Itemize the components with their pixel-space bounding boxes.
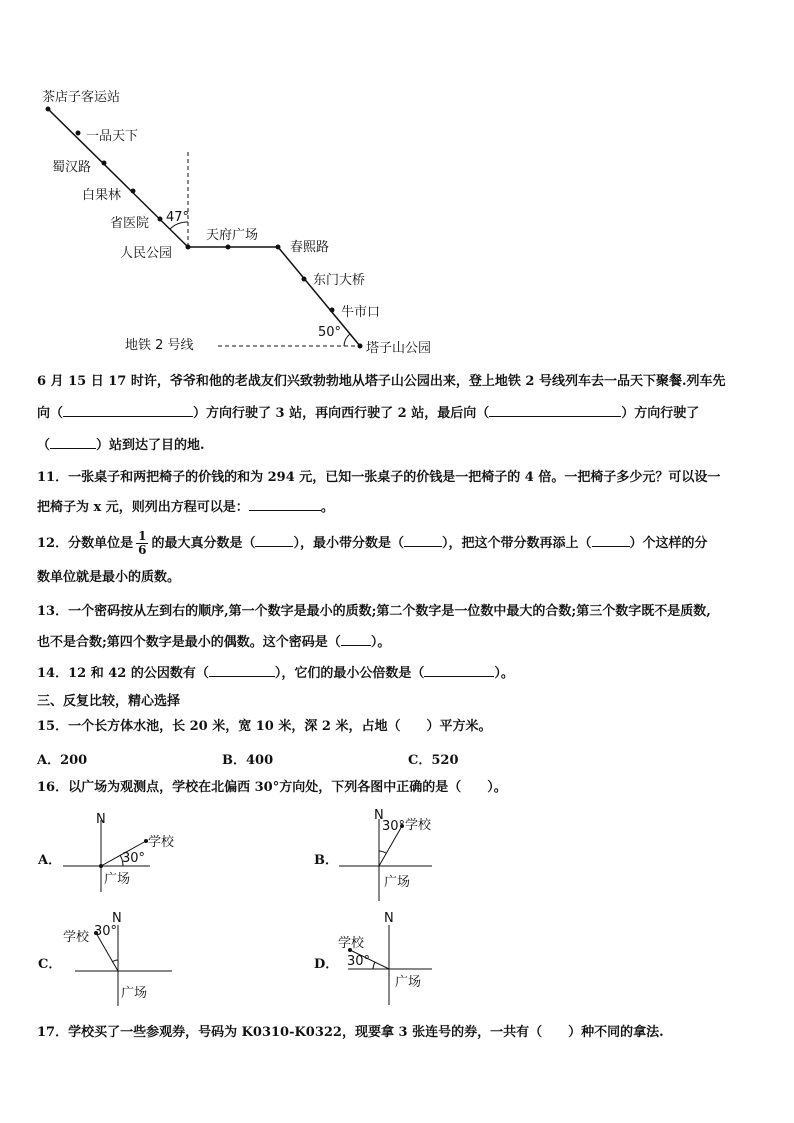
station-dot	[302, 277, 307, 282]
q16-option-c-label[interactable]: C．	[38, 957, 62, 972]
q16-option-b-label[interactable]: B．	[314, 853, 338, 868]
option-a[interactable]: A．200	[37, 753, 88, 768]
option-b[interactable]: B．400	[222, 753, 274, 768]
angle-label: 47°	[166, 210, 190, 225]
station-label: 塔子山公园	[366, 341, 432, 356]
q15-text: 15．一个长方体水池，长 20 米，宽 10 米，深 2 米，占地（ ）平方米。	[37, 719, 492, 734]
plaza-label: 广场	[121, 986, 148, 1001]
answer-blank[interactable]	[50, 434, 96, 449]
school-label: 学校	[148, 835, 175, 850]
option-c[interactable]: C．520	[408, 753, 459, 768]
answer-blank[interactable]	[424, 662, 494, 677]
q11-line2: 把椅子为 x 元，则列出方程可以是： 。	[37, 492, 759, 524]
angle-label: 50°	[318, 325, 342, 340]
station-dot	[158, 217, 163, 222]
q12-line2: 数单位就是最小的质数。	[37, 570, 181, 585]
station-dot	[186, 245, 191, 250]
line-name: 地铁 2 号线	[125, 338, 194, 353]
angle-label: 30°	[382, 819, 406, 834]
plaza-label: 广场	[384, 875, 411, 890]
station-label: 省医院	[110, 216, 150, 231]
answer-blank[interactable]	[63, 402, 193, 417]
answer-blank[interactable]	[592, 532, 630, 547]
station-label: 蜀汉路	[52, 160, 92, 175]
answer-blank[interactable]	[249, 496, 321, 511]
school-label: 学校	[63, 930, 90, 945]
fraction: $\frac{1}{6}$	[138, 529, 147, 557]
q13-line2: 也不是合数;第四个数字是最小的偶数。这个密码是（ ）。	[37, 627, 759, 659]
q16-option-a-label[interactable]: A．	[38, 853, 62, 868]
station-dot	[131, 189, 136, 194]
metro-map	[0, 0, 794, 360]
angle-arc-50	[344, 334, 350, 346]
angle-label: 30°	[94, 924, 118, 939]
station-dot	[102, 161, 107, 166]
station-label: 一品天下	[86, 129, 139, 144]
q10-line3: （ ）站到达了目的地.	[37, 430, 759, 462]
q10-line1: 6 月 15 日 17 时许，爷爷和他的老战友们兴致勃勃地从塔子山公园出来，登上地铁 2 号线列车去一品天下聚餐.列车先	[37, 374, 726, 389]
school-label: 学校	[405, 818, 432, 833]
q17-text: 17．学校买了一些参观券，号码为 K0310-K0322，现要拿 3 张连号的券，一共有（ ）种不同的拿法.	[37, 1025, 664, 1040]
answer-blank[interactable]	[209, 662, 275, 677]
plaza-label: 广场	[395, 975, 422, 990]
school-label: 学校	[338, 936, 365, 951]
north-label: N	[96, 812, 106, 827]
station-dot	[276, 245, 281, 250]
station-label: 白果林	[82, 188, 122, 203]
q16-text: 16．以广场为观测点，学校在北偏西 30°方向处，下列各图中正确的是（ ）。	[37, 780, 507, 795]
station-dot	[46, 107, 51, 112]
q14: 14．12 和 42 的公因数有（ ），它们的最小公倍数是（ ）。	[37, 658, 759, 690]
station-label: 春熙路	[290, 240, 330, 255]
station-dot	[226, 245, 231, 250]
station-label: 天府广场	[206, 228, 259, 243]
answer-blank[interactable]	[341, 631, 371, 646]
station-label: 东门大桥	[313, 273, 366, 288]
station-label: 茶店子客运站	[42, 90, 121, 105]
station-dot	[358, 344, 363, 349]
north-label: N	[384, 911, 394, 926]
answer-blank[interactable]	[404, 532, 442, 547]
north-label: N	[374, 808, 384, 823]
section-title: 三、反复比较，精心选择	[37, 694, 181, 709]
q13-line1: 13．一个密码按从左到右的顺序,第一个数字是最小的质数;第二个数字是一位数中最大的合数;第三个数字既不是质数,	[37, 604, 711, 619]
station-dot	[76, 131, 81, 136]
station-label: 人民公园	[120, 246, 173, 261]
plaza-label: 广场	[104, 872, 131, 887]
answer-blank[interactable]	[489, 402, 621, 417]
q16-option-d-label[interactable]: D．	[314, 957, 339, 972]
north-label: N	[112, 911, 122, 926]
station-dot	[330, 308, 335, 313]
answer-blank[interactable]	[255, 532, 293, 547]
q12-line1: 12．分数单位是 $\frac{1}{6}$ 的最大真分数是（ ），最小带分数是（ ），把这个带分数再添上（ ）个这样的分	[37, 529, 708, 557]
angle-label: 30°	[122, 851, 146, 866]
q10-line2: 向（ ）方向行驶了 3 站，再向西行驶了 2 站，最后向（ ）方向行驶了	[37, 398, 759, 430]
q11-line1: 11．一张桌子和两把椅子的价钱的和为 294 元，已知一张桌子的价钱是一把椅子的 4 倍。一把椅子多少元？可以设一	[37, 470, 721, 485]
angle-label: 30°	[347, 954, 371, 969]
station-label: 牛市口	[341, 305, 381, 320]
